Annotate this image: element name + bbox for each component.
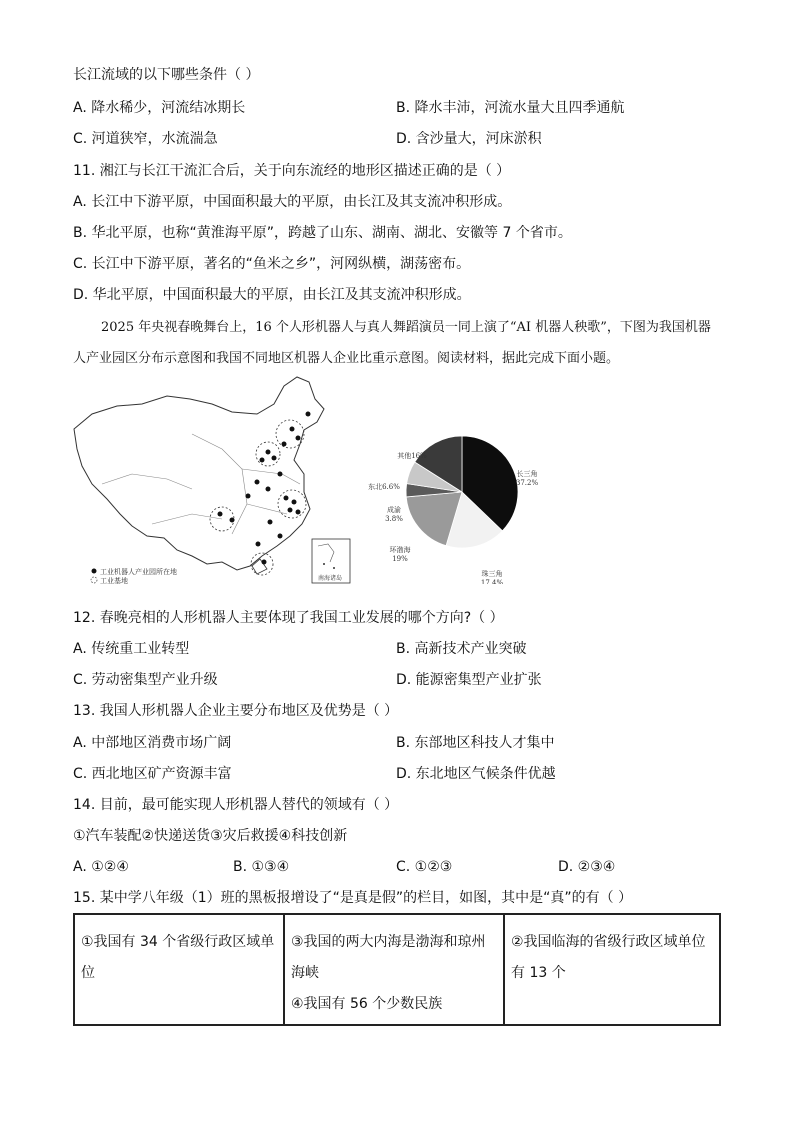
pie-label-line: 3.8% <box>385 515 403 523</box>
q14-option-a: A. ①②④ <box>73 859 129 875</box>
pie-label-6 <box>397 451 427 460</box>
park-dot <box>290 427 295 432</box>
park-dot <box>230 518 235 523</box>
blackboard-table <box>73 913 721 1026</box>
cell-statement-3-4 <box>284 914 504 1025</box>
pie-label-line: 环渤海 <box>389 546 411 554</box>
q10-option-b: B. 降水丰沛，河流水量大且四季通航 <box>396 100 625 116</box>
park-dot <box>268 520 273 525</box>
park-dot <box>278 534 283 539</box>
legend-circle-icon <box>91 577 97 583</box>
park-dot <box>260 458 265 463</box>
island-dot <box>323 563 325 565</box>
q14-option-d: D. ②③④ <box>558 859 616 875</box>
q12-option-c: C. 劳动密集型产业升级 <box>73 672 218 688</box>
q11-stem: 11. 湘江与长江干流汇合后，关于向东流经的地形区描述正确的是（ ） <box>73 163 511 179</box>
q11-option-c: C. 长江中下游平原，著名的“鱼米之乡”，河网纵横，湖荡密布。 <box>73 256 471 272</box>
q13-option-d: D. 东北地区气候条件优越 <box>396 766 556 782</box>
park-dot <box>296 436 301 441</box>
statement-4: ④我国有 56 个少数民族 <box>291 996 443 1012</box>
q12-option-d: D. 能源密集型产业扩张 <box>396 672 542 688</box>
park-dot <box>284 496 289 501</box>
park-dot <box>288 508 293 513</box>
statement-1: ①我国有 34 个省级行政区域单位 <box>81 934 275 981</box>
cell-statement-2 <box>504 914 720 1025</box>
park-dot <box>292 500 297 505</box>
park-dot <box>266 487 271 492</box>
q14-stem: 14. 目前，最可能实现人形机器人替代的领域有（ ） <box>73 797 399 813</box>
q14-option-c: C. ①②③ <box>396 859 453 875</box>
south-sea-inset <box>312 539 350 583</box>
park-dot <box>266 450 271 455</box>
q14-items: ①汽车装配②快递送货③灾后救援④科技创新 <box>73 828 348 844</box>
park-dot <box>256 542 261 547</box>
statement-2: ②我国临海的省级行政区域单位有 13 个 <box>511 934 706 981</box>
q13-stem: 13. 我国人形机器人企业主要分布地区及优势是（ ） <box>73 703 399 719</box>
park-dot <box>278 472 283 477</box>
q12-stem: 12. 春晚亮相的人形机器人主要体现了我国工业发展的哪个方向?（ ） <box>73 610 504 626</box>
q11-option-b: B. 华北平原，也称“黄淮海平原”，跨越了山东、湖南、湖北、安徽等 7 个省市。 <box>73 225 572 241</box>
island-dot <box>333 567 335 569</box>
q10-stem: 长江流域的以下哪些条件（ ） <box>73 67 260 83</box>
pie-label-line: 东北6.6% <box>368 483 400 491</box>
park-dot <box>262 560 267 565</box>
legend-base-label: 工业基地 <box>100 577 128 584</box>
q15-stem: 15. 某中学八年级（1）班的黑板报增设了“是真是假”的栏目，如图，其中是“真”的有（ ） <box>73 890 633 906</box>
pie-label-2 <box>481 569 504 584</box>
q11-option-a: A. 长江中下游平原，中国面积最大的平原，由长江及其支流冲积形成。 <box>73 194 512 210</box>
park-dot <box>296 510 301 515</box>
q12-option-b: B. 高新技术产业突破 <box>396 641 527 657</box>
pie-label-line: 长三角 <box>516 470 538 478</box>
pie-label-line: 其他16% <box>397 452 427 460</box>
pie-label-line: 17.4% <box>480 579 504 584</box>
material-intro: 2025 年央视春晚舞台上，16 个人形机器人与真人舞蹈演员一同上演了“AI 机器人秧歌”，下图为我国机器人产业园区分布示意图和我国不同地区机器人企业比重示意图。阅读材料，据此完成下面小题。 <box>73 320 711 366</box>
q13-option-b: B. 东部地区科技人才集中 <box>396 735 555 751</box>
cell-statement-1 <box>74 914 284 1025</box>
q12-option-a: A. 传统重工业转型 <box>73 641 190 657</box>
park-dot <box>255 480 260 485</box>
park-dot <box>282 442 287 447</box>
legend-park-label: 工业机器人产业园所在地 <box>100 568 177 576</box>
pie-label-line: 珠三角 <box>481 570 503 578</box>
pie-label-1 <box>516 469 539 487</box>
map-legend <box>91 567 177 584</box>
q13-option-a: A. 中部地区消费市场广阔 <box>73 735 232 751</box>
statement-3: ③我国的两大内海是渤海和琼州海峡 <box>291 934 486 981</box>
pie-label-4 <box>385 505 403 523</box>
pie-label-5 <box>368 482 400 491</box>
q13-option-c: C. 西北地区矿产资源丰富 <box>73 766 232 782</box>
park-dot <box>306 412 311 417</box>
pie-label-line: 成渝 <box>387 506 401 514</box>
pie-chart <box>368 436 538 584</box>
q10-option-c: C. 河道狭窄，水流湍急 <box>73 131 218 147</box>
china-map <box>74 377 350 584</box>
park-dot <box>218 512 223 517</box>
park-dot <box>246 494 251 499</box>
figure <box>72 374 542 584</box>
legend-dot-icon <box>92 569 97 574</box>
q10-option-d: D. 含沙量大，河床淤积 <box>396 131 542 147</box>
pie-label-line: 19% <box>392 555 408 563</box>
q11-option-d: D. 华北平原，中国面积最大的平原，由长江及其支流冲积形成。 <box>73 287 471 303</box>
inset-label: 南海诸岛 <box>317 575 343 582</box>
q10-option-a: A. 降水稀少，河流结冰期长 <box>73 100 246 116</box>
pie-label-3 <box>390 545 411 563</box>
mainland-outline <box>74 377 324 570</box>
q14-option-b: B. ①③④ <box>233 859 290 875</box>
pie-label-line: 37.2% <box>515 479 539 487</box>
park-dot <box>272 456 277 461</box>
